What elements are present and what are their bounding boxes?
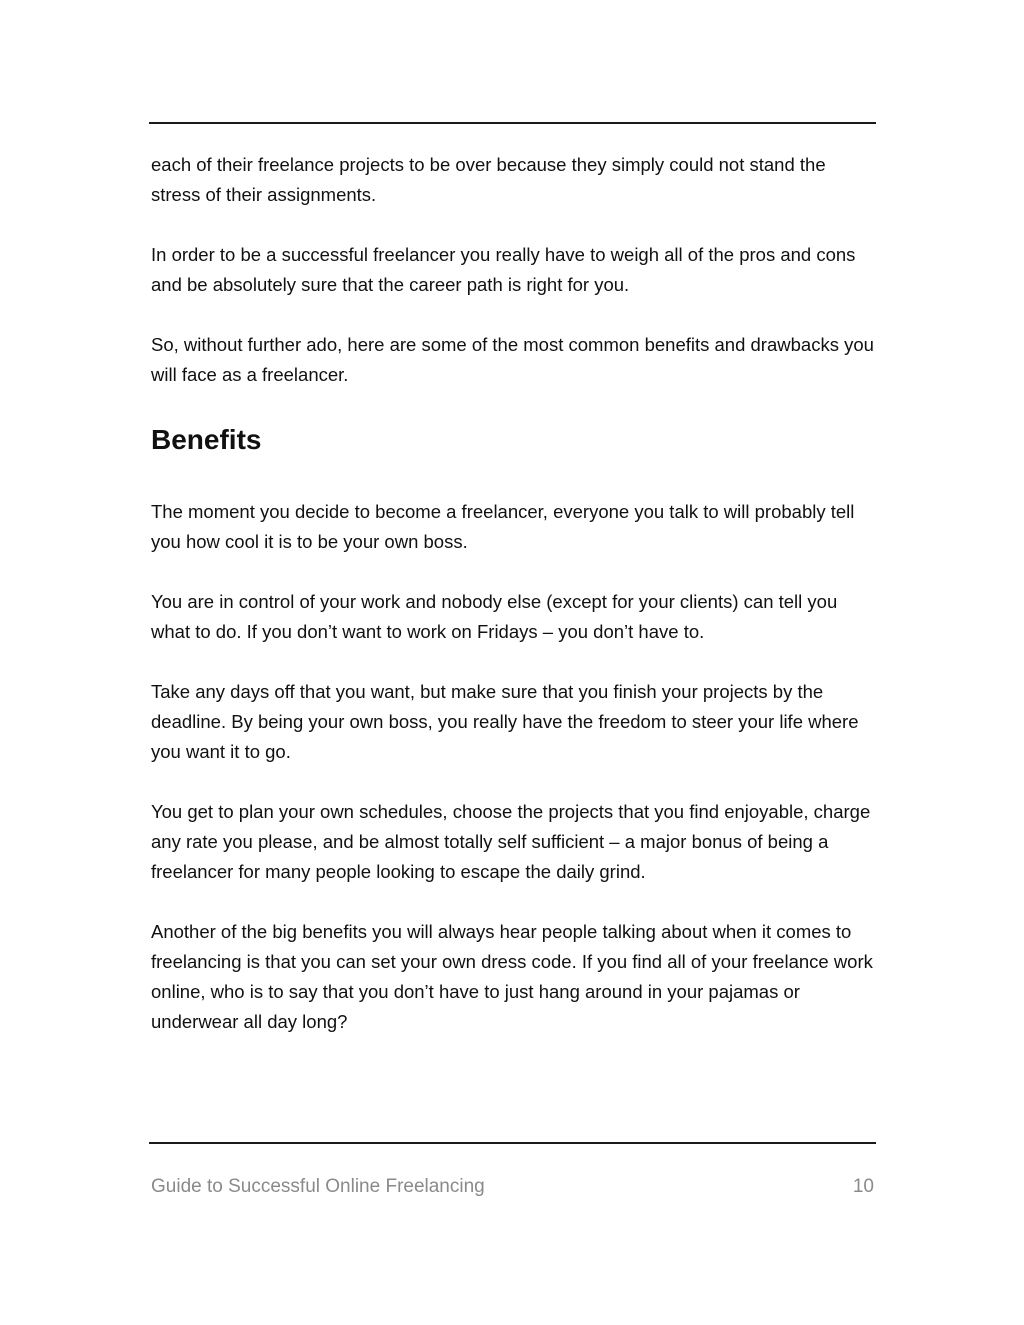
header-rule [149, 122, 876, 124]
paragraph-own-boss: The moment you decide to become a freelancer, everyone you talk to will probably tell you how cool it is to be your own boss. [151, 501, 855, 552]
paragraph-control: You are in control of your work and nobody else (except for your clients) can tell you what to do. If you don’t want to work on Fridays – you don’t have to. [151, 591, 838, 642]
paragraph-dress-code: Another of the big benefits you will always hear people talking about when it comes to freelancing is that you can set your own dress code. If you find all of your freelance work online, who is to say that you don’t have to just hang around in your pajamas or underwear all day long? [151, 921, 873, 1032]
paragraph-days-off: Take any days off that you want, but make sure that you finish your projects by the deadline. By being your own boss, you really have the freedom to steer your life where you want it to go. [151, 681, 859, 762]
paragraph-schedules: You get to plan your own schedules, choose the projects that you find enjoyable, charge any rate you please, and be almost totally self sufficient – a major bonus of being a freelancer for many people looking to escape the daily grind. [151, 801, 871, 882]
section-heading-benefits: Benefits [151, 424, 262, 455]
footer-page-number: 10 [852, 1176, 874, 1197]
footer-rule [149, 1142, 876, 1144]
paragraph-intro-benefits: So, without further ado, here are some of the most common benefits and drawbacks you will face as a freelancer. [151, 334, 874, 385]
paragraph-pros-cons: In order to be a successful freelancer you really have to weigh all of the pros and cons and be absolutely sure that the career path is right for you. [151, 244, 856, 295]
footer-document-title: Guide to Successful Online Freelancing [151, 1176, 485, 1197]
paragraph-continuation: each of their freelance projects to be over because they simply could not stand the stress of their assignments. [151, 154, 826, 205]
page-content [151, 150, 876, 1067]
